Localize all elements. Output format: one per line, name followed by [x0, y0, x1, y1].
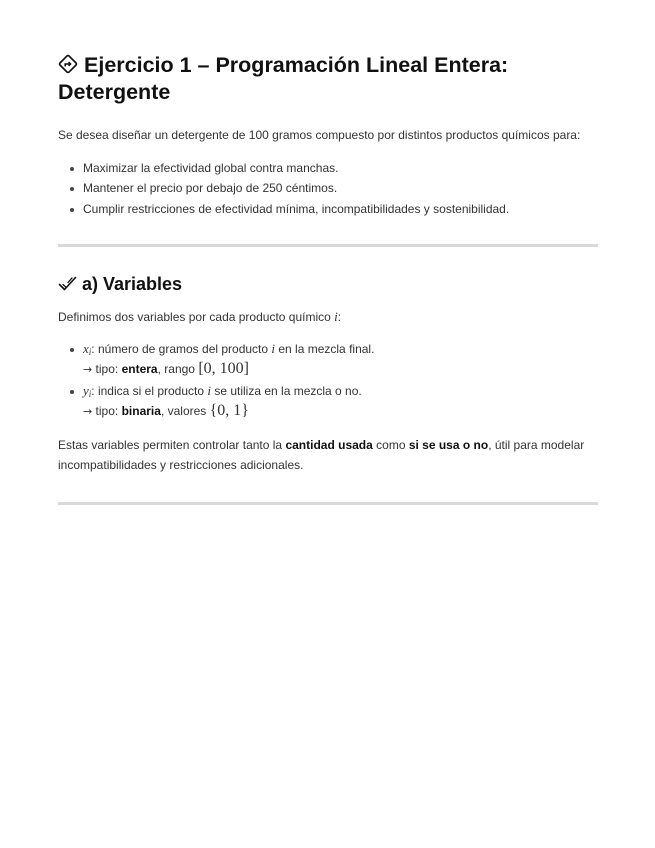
section-heading-text: a) Variables [82, 274, 183, 294]
summary-emphasis: si se usa o no [408, 437, 489, 452]
variable-description: : indica si el producto [91, 383, 208, 398]
section-divider [58, 244, 598, 247]
math-subscript: i [88, 346, 92, 357]
type-value: binaria [121, 404, 161, 418]
document-content [58, 52, 598, 505]
goals-list [58, 158, 598, 220]
math-symbol: x [83, 340, 89, 356]
variable-description-suffix: en la mezcla final. [275, 341, 375, 356]
math-var-i: i [271, 340, 276, 356]
list-item-variable-x [58, 339, 598, 381]
range-label: , rango [157, 362, 199, 376]
variables-intro-suffix: : [337, 310, 342, 324]
math-var-i: i [207, 382, 211, 398]
variable-description: : número de gramos del producto [91, 341, 272, 356]
math-var-i: i [334, 309, 338, 324]
diamond-direction-icon [58, 54, 78, 74]
variables-intro-text: Definimos dos variables por cada producto químico [58, 310, 335, 324]
section-heading-variables [58, 272, 598, 296]
variables-intro [58, 307, 598, 328]
section-divider [58, 502, 598, 505]
range-value: [0, 100] [198, 360, 249, 377]
list-item: Cumplir restricciones de efectividad mínima, incompatibilidades y sostenibilidad. [58, 199, 598, 220]
summary-text: Estas variables permiten controlar tanto la [58, 437, 286, 452]
summary-paragraph [58, 435, 598, 476]
type-label: tipo: [92, 404, 122, 418]
check-icon [58, 275, 77, 292]
range-label: , valores [160, 404, 210, 418]
math-subscript: i [88, 388, 92, 399]
math-symbol: y [83, 382, 89, 398]
intro-paragraph: Se desea diseñar un detergente de 100 gramos compuesto por distintos productos químicos para: [58, 128, 581, 142]
arrow-right-icon: → [83, 405, 93, 418]
arrow-right-icon: → [83, 363, 93, 376]
variables-list [58, 339, 598, 423]
list-item: Maximizar la efectividad global contra manchas. [58, 158, 598, 179]
list-item: Mantener el precio por debajo de 250 céntimos. [58, 178, 598, 199]
type-value: entera [121, 362, 158, 376]
page-title [58, 52, 598, 106]
page-title-text: Ejercicio 1 – Programación Lineal Entera: Detergente [58, 53, 509, 104]
type-label: tipo: [92, 362, 122, 376]
range-value: {0, 1} [209, 402, 249, 419]
summary-text: , útil para modelar incompatibilidades y restricciones adicionales. [58, 437, 585, 472]
summary-text: como [372, 437, 409, 452]
list-item-variable-y [58, 381, 598, 423]
variable-description-suffix: se utiliza en la mezcla o no. [210, 383, 362, 398]
summary-emphasis: cantidad usada [285, 437, 373, 452]
